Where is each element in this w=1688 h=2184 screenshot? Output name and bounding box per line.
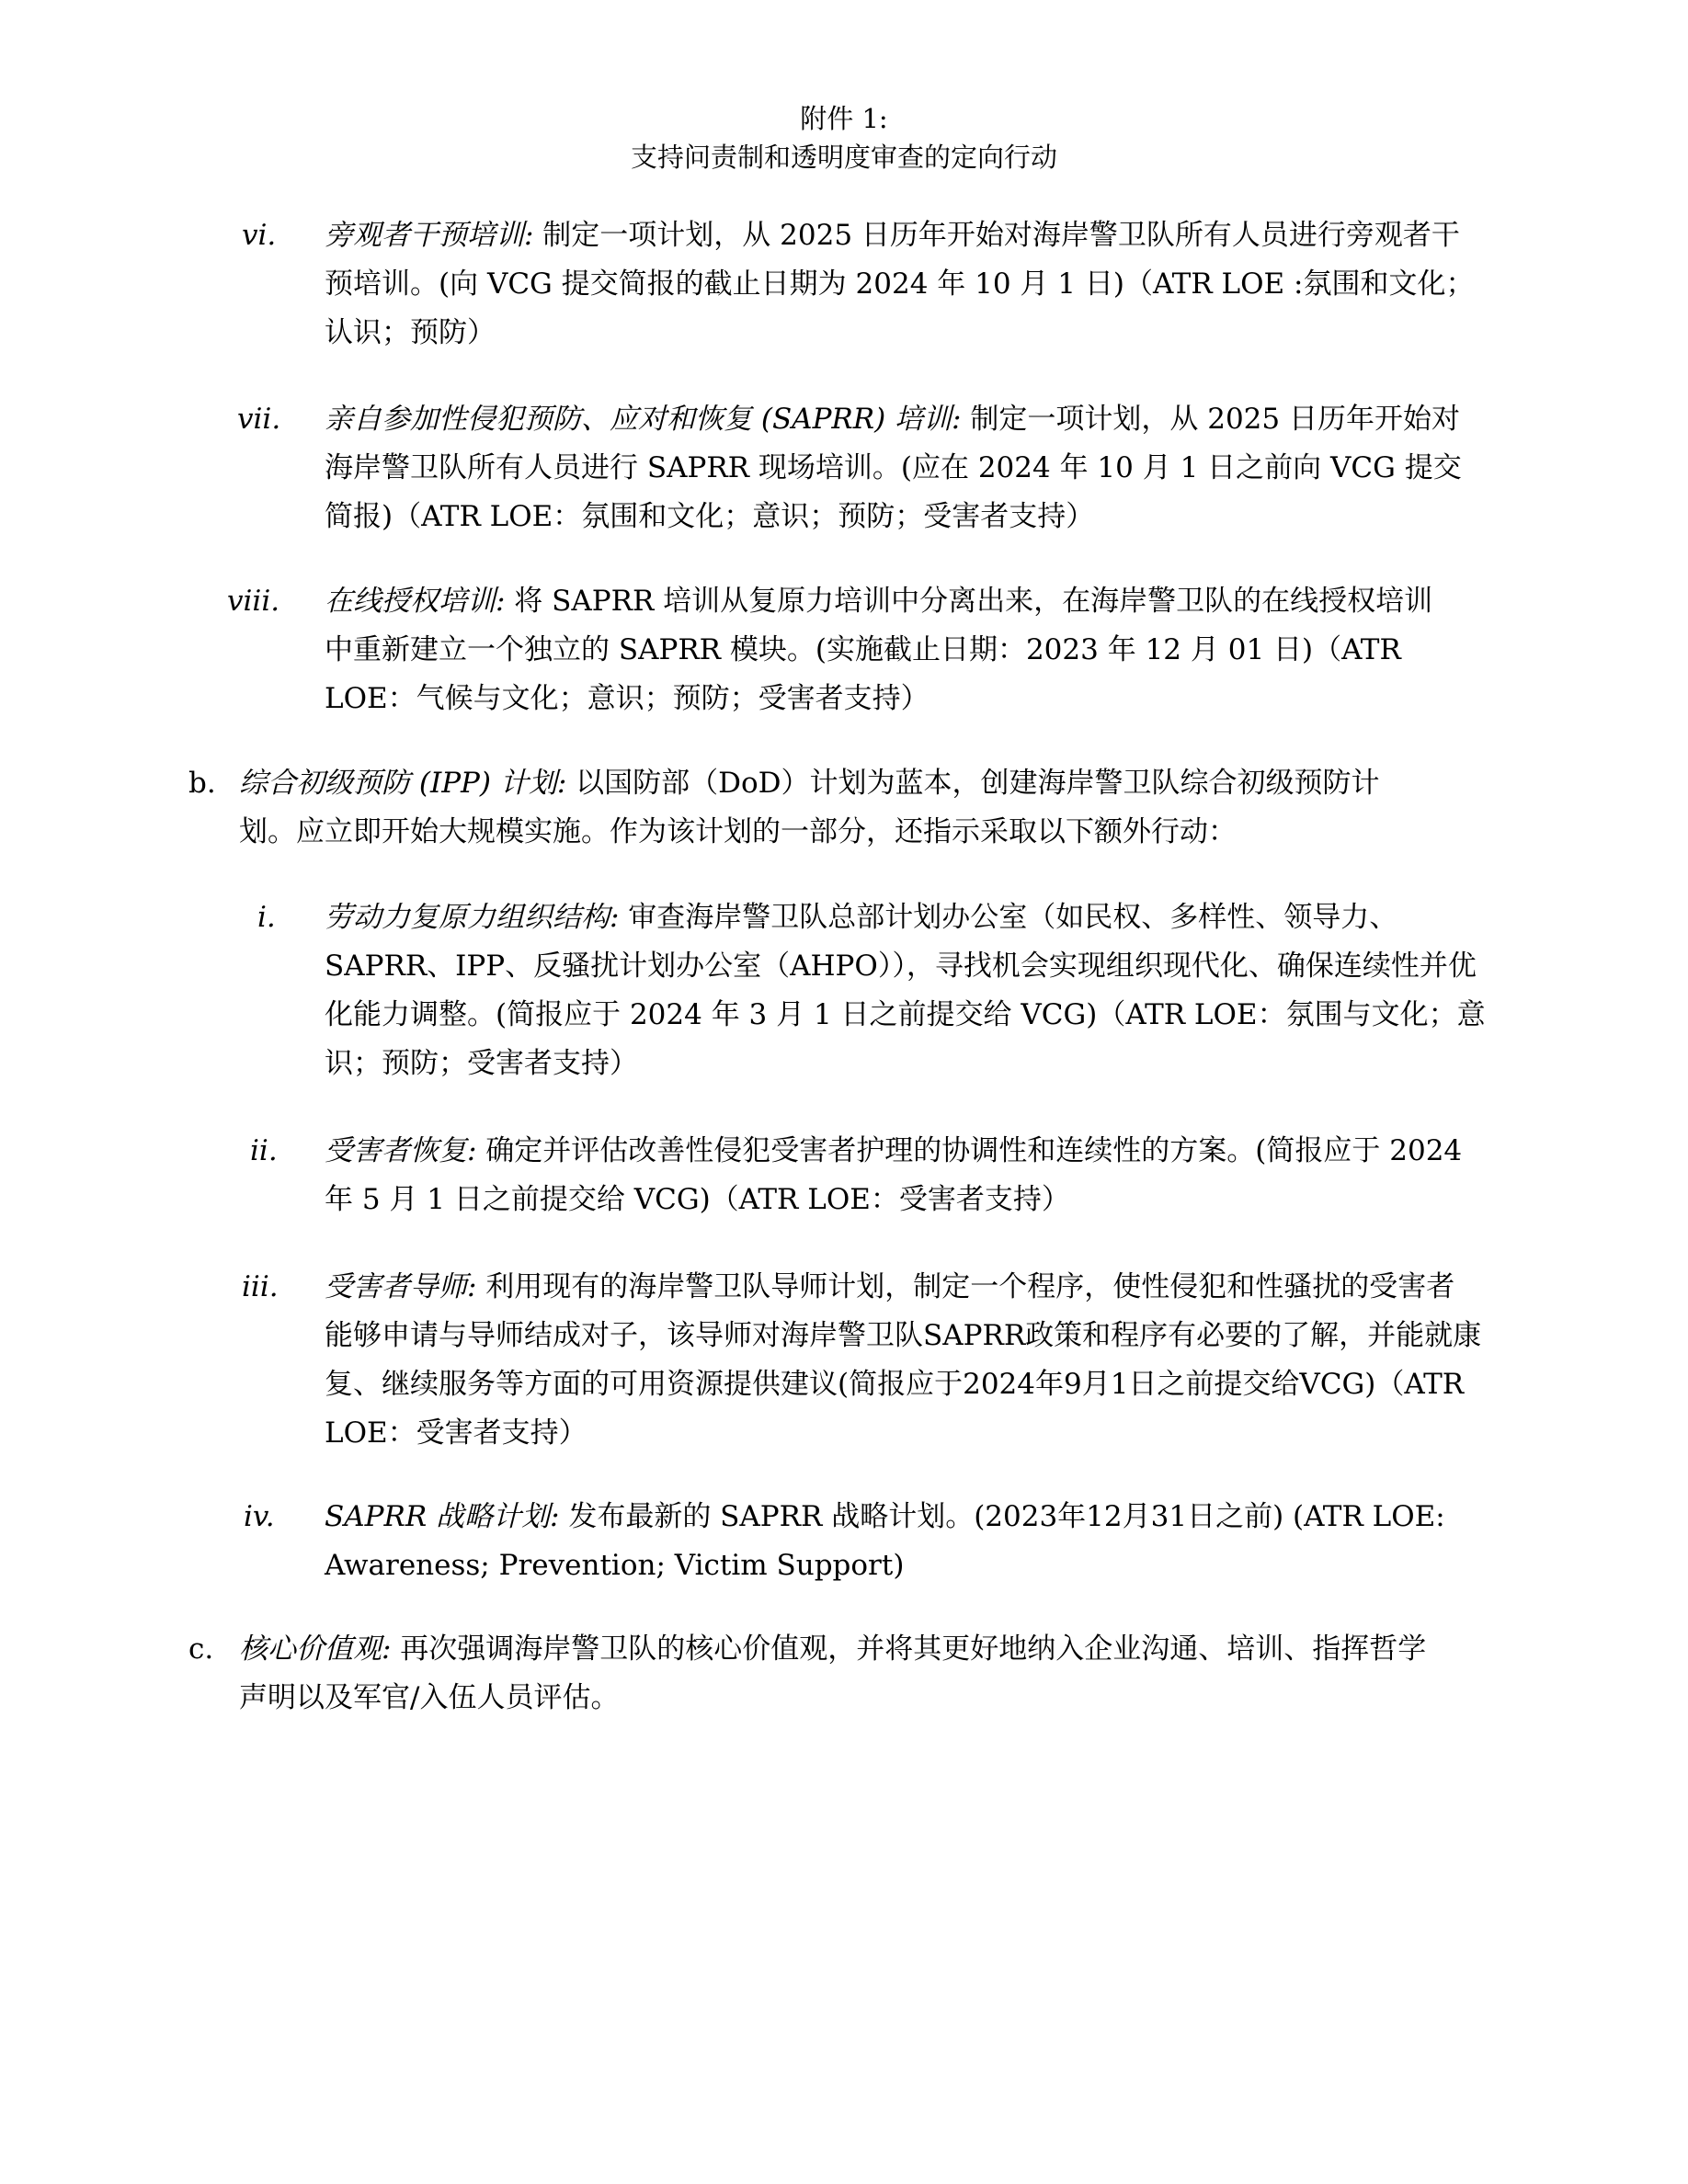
list-item-workforce-resilience — [325, 893, 1501, 1088]
item-marker-b-ii: ii. — [250, 1134, 278, 1167]
item-marker-vi: vi. — [242, 219, 277, 252]
list-item-core-values — [239, 1625, 1434, 1723]
item-heading: 劳动力复原力组织结构: — [325, 901, 620, 934]
item-body: 利用现有的海岸警卫队导师计划，制定一个程序，使性侵犯和性骚扰的受害者能够申请与导师结成对子，该导师对海岸警卫队SAPRR政策和程序有必要的了解，并能就康复、继续服务等方面的可用资源提供建议(简报应于2024年9月1日之前提交给VCG)（ATR LOE：受害者支持） — [325, 1270, 1482, 1450]
item-heading: 受害者恢复: — [325, 1134, 477, 1167]
item-body: 再次强调海岸警卫队的核心价值观，并将其更好地纳入企业沟通、培训、指挥哲学声明以及军官/入伍人员评估。 — [239, 1632, 1427, 1714]
list-item-victim-mentor — [325, 1263, 1483, 1458]
item-heading: 核心价值观: — [239, 1632, 392, 1666]
item-body: 确定并评估改善性侵犯受害者护理的协调性和连续性的方案。(简报应于 2024 年 5 月 1 日之前提交给 VCG)（ATR LOE：受害者支持） — [325, 1134, 1463, 1216]
list-item-victim-recovery — [325, 1127, 1483, 1224]
item-marker-c: c. — [188, 1632, 214, 1666]
item-marker-viii: viii. — [227, 585, 280, 618]
list-item-ipp-plan — [239, 759, 1434, 857]
list-item-saprr-training — [325, 395, 1483, 541]
item-heading: 亲自参加性侵犯预防、应对和恢复 (SAPRR) 培训: — [325, 403, 962, 436]
item-marker-b-iv: iv. — [244, 1500, 275, 1533]
item-marker-b-i: i. — [257, 901, 276, 934]
annex-title: 附件 1: — [800, 103, 888, 134]
list-item-online-training — [325, 577, 1455, 723]
item-marker-b: b. — [188, 767, 216, 800]
item-heading: SAPRR 战略计划: — [325, 1500, 560, 1533]
item-marker-b-iii: iii. — [242, 1270, 279, 1303]
item-marker-vii: vii. — [237, 403, 281, 436]
item-body: 制定一项计划，从 2025 日历年开始对海岸警卫队所有人员进行旁观者干预培训。(向 VCG 提交简报的截止日期为 2024 年 10 月 1 日)（ATR LOE :氛围和文化；认识；预防） — [325, 219, 1475, 349]
item-body: 将 SAPRR 培训从复原力培训中分离出来，在海岸警卫队的在线授权培训中重新建立一个独立的 SAPRR 模块。(实施截止日期：2023 年 12 月 01 日)（ATR LOE：气候与文化；意识；预防；受害者支持） — [325, 585, 1433, 715]
list-item-bystander-training — [325, 211, 1483, 358]
item-heading: 受害者导师: — [325, 1270, 477, 1303]
item-body: 制定一项计划，从 2025 日历年开始对海岸警卫队所有人员进行 SAPRR 现场培训。(应在 2024 年 10 月 1 日之前向 VCG 提交简报)（ATR LOE：氛围和文化；意识；预防；受害者支持） — [325, 403, 1462, 533]
item-body: 以国防部（DoD）计划为蓝本，创建海岸警卫队综合初级预防计划。应立即开始大规模实施。作为该计划的一部分，还指示采取以下额外行动： — [239, 767, 1380, 848]
list-item-saprr-strategy — [325, 1493, 1483, 1590]
annex-subtitle: 支持问责制和透明度审查的定向行动 — [630, 142, 1057, 173]
item-body: 发布最新的 SAPRR 战略计划。(2023年12月31日之前) (ATR LOE: Awareness; Prevention; Victim Support) — [325, 1500, 1445, 1582]
item-heading: 旁观者干预培训: — [325, 219, 534, 252]
item-heading: 在线授权培训: — [325, 585, 506, 618]
item-heading: 综合初级预防 (IPP) 计划: — [239, 767, 567, 800]
item-body: 审查海岸警卫队总部计划办公室（如民权、多样性、领导力、SAPRR、IPP、反骚扰计划办公室（AHPO）），寻找机会实现组织现代化、确保连续性并优化能力调整。(简报应于 2024 年 3 月 1 日之前提交给 VCG)（ATR LOE：氛围与文化；意识；预防；受害者支持） — [325, 901, 1486, 1080]
